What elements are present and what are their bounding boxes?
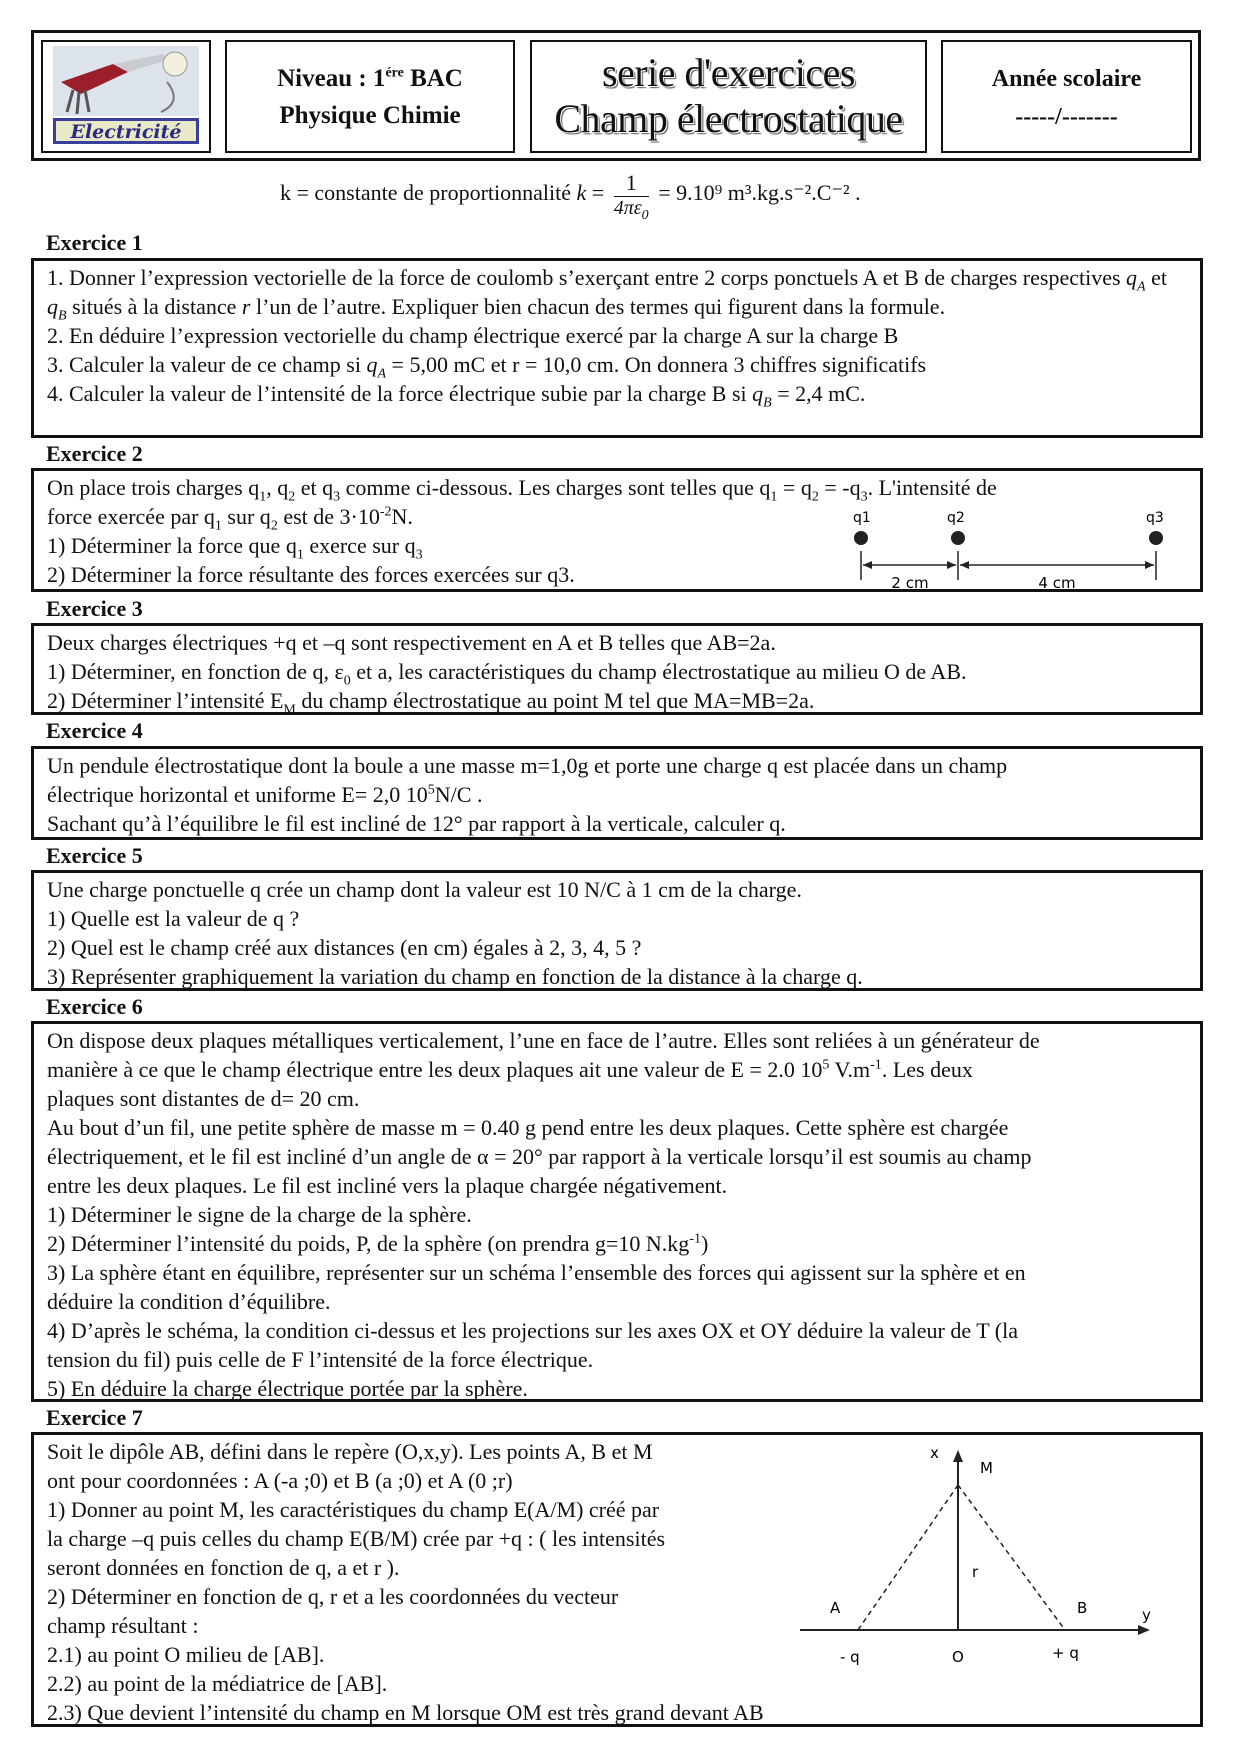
exercise-5-title: Exercice 5 [46,843,143,868]
fraction: $\frac{1}{4\pi\varepsilon_0}$ [613,170,649,223]
q2-label: q2 [947,510,965,526]
ex5-line-2: 1) Quelle est la valeur de q ? [47,906,300,931]
exercise-6-title: Exercice 6 [46,994,143,1019]
ex3-line-2: 1) Déterminer, en fonction de q, $\varepsilon_0$ et a, les caractéristiques du champ électrostatique au milieu O de AB. [47,659,967,689]
ex7-line-10: 2.3) Que devient l’intensité du champ en M lorsque OM est très grand devant AB [47,1700,764,1725]
school-year-value: -----/------- [1015,104,1118,130]
point-A-label: A [830,1599,841,1617]
ex6-line-6: entre les deux plaques. Le fil est incliné vers la plaque chargée négativement. [47,1173,728,1198]
ex6-line-12: tension du fil) puis celle de F l’intensité de la force électrique. [47,1347,594,1372]
segment-AM [858,1485,958,1630]
ex6-line-4: Au bout d’un fil, une petite sphère de masse m = 0.40 g pend entre les deux plaques. Cette sphère est chargée [47,1115,1009,1140]
ex7-line-1: Soit le dipôle AB, défini dans le repère (O,x,y). Les points A, B et M [47,1439,653,1464]
ex3-line-1: Deux charges électriques +q et –q sont respectivement en A et B telles que AB=2a. [47,630,776,655]
ex4-line-1: Un pendule électrostatique dont la boule a une masse m=1,0g et porte une charge q est placée dans un champ [47,753,1008,778]
ex6-line-5: électriquement, et le fil est incliné d’un angle de α = 20° par rapport à la verticale lorsqu’il est soumis au champ [47,1144,1032,1169]
q3-label: q3 [1146,510,1164,526]
ex2-line-4: 2) Déterminer la force résultante des forces exercées sur q3. [47,562,575,587]
ex4-line-3: Sachant qu’à l’équilibre le fil est incliné de 12° par rapport à la verticale, calculer q. [47,811,786,836]
ex6-line-7: 1) Déterminer le signe de la charge de la sphère. [47,1202,472,1227]
ex6-line-3: plaques sont distantes de d= 20 cm. [47,1086,360,1111]
exercise-3-title: Exercice 3 [46,596,143,621]
origin-O-label: O [952,1648,964,1666]
exercise-7-title: Exercice 7 [46,1405,143,1430]
x-axis-label: x [930,1444,939,1462]
ex1-line-1: 1. Donner l’expression vectorielle de la force de coulomb s’exerçant entre 2 corps ponctuels A et B de charges respectives $q_A$ et $q_B$ situés à la distance r l’un de l’autre. Expliquer bien chacun des termes qui figurent dans la formule. [47,265,1167,324]
header-frame [31,30,1201,161]
electricity-logo-image [43,42,209,151]
ex7-line-4: la charge –q puis celles du champ E(B/M) crée par +q : ( les intensités [47,1526,666,1551]
ex5-line-4: 3) Représenter graphiquement la variation du champ en fonction de la distance à la charge q. [47,964,863,989]
coulomb-constant-formula: k = constante de proportionnalité k = $\frac{1}{4\pi\varepsilon_0}$ = 9.10⁹ m³.kg.s⁻².C⁻² . [280,170,861,223]
school-year-cell [941,40,1192,153]
y-axis-label: y [1142,1606,1151,1624]
distance-label-1: 2 cm [891,574,929,592]
charge-q3 [1149,531,1163,545]
ex7-line-8: 2.1) au point O milieu de [AB]. [47,1642,325,1667]
ex6-line-8: 2) Déterminer l’intensité du poids, P, de la sphère (on prendra g=10 $N.kg^{-1}$) [47,1231,709,1256]
ex6-line-1: On dispose deux plaques métalliques verticalement, l’une en face de l’autre. Elles sont reliées à un générateur de [47,1028,1040,1053]
exercise-4-box [31,746,1203,840]
exercise-4-title: Exercice 4 [46,718,143,743]
serie-title: serie d'exercices [602,50,855,95]
ex1-line-4: 4. Calculer la valeur de l’intensité de la force électrique subie par la charge B si $q_B = 2,4$ mC. [47,381,866,411]
logo-cell [41,40,211,153]
ex7-line-6: 2) Déterminer en fonction de q, r et a les coordonnées du vecteur [47,1584,619,1609]
three-charges-figure [840,505,1180,593]
ex4-line-2: électrique horizontal et uniforme E= 2,0 $10^5N/C$ . [47,782,483,807]
charge-q1 [854,531,868,545]
ex6-line-2: manière à ce que le champ électrique entre les deux plaques ait une valeur de E = 2.0 $10^5$ $V.m^{-1}$. Les deux [47,1057,973,1082]
ex2-line-2: force exercée par $q_1$ sur $q_2$ est de $3\cdot 10^{-2}N$. [47,504,413,534]
logo-label: Electricité [70,121,182,143]
ex2-line-3: 1) Déterminer la force que $q_1$ exerce sur $q_3$ [47,533,423,563]
exercise-2-title: Exercice 2 [46,441,143,466]
charge-q2 [951,531,965,545]
ex1-line-3: 3. Calculer la valeur de ce champ si $q_A = 5,00$ mC et r = 10,0 cm. On donnera 3 chiffres significatifs [47,352,927,382]
ex7-line-7: champ résultant : [47,1613,199,1638]
chapter-title: Champ électrostatique [554,96,903,141]
ex5-line-1: Une charge ponctuelle q crée un champ dont la valeur est 10 N/C à 1 cm de la charge. [47,877,802,902]
ex7-line-3: 1) Donner au point M, les caractéristiques du champ E(A/M) créé par [47,1497,660,1522]
ex6-line-11: 4) D’après le schéma, la condition ci-dessus et les projections sur les axes OX et OY déduire la valeur de T (la [47,1318,1018,1343]
school-year-label: Année scolaire [991,66,1142,92]
ex7-line-9: 2.2) au point de la médiatrice de [AB]. [47,1671,388,1696]
ex5-line-3: 2) Quel est le champ créé aux distances (en cm) égales à 2, 3, 4, 5 ? [47,935,642,960]
r-label: r [972,1563,979,1581]
ex6-line-13: 5) En déduire la charge électrique portée par la sphère. [47,1376,528,1401]
plus-q-label: + q [1052,1644,1079,1662]
dipole-figure [780,1440,1180,1670]
exercise-5-box [31,870,1203,991]
ex6-line-10: déduire la condition d’équilibre. [47,1289,331,1314]
point-B-label: B [1077,1599,1088,1617]
ex6-line-9: 3) La sphère étant en équilibre, représenter sur un schéma l’ensemble des forces qui agissent sur la sphère et en [47,1260,1026,1285]
exercise-6-box [31,1021,1203,1402]
exercise-1-box [31,258,1203,438]
title-cell [530,40,927,153]
level-text: Niveau : $1^{ére}$ BAC [277,65,463,92]
subject-text: Physique Chimie [279,102,461,129]
q1-label: q1 [853,510,871,526]
point-M-label: M [980,1459,993,1477]
exercise-3-box [31,623,1203,718]
ex3-line-3: 2) Déterminer l’intensité $E_M$ du champ électrostatique au point M tel que MA=MB=2a. [47,688,815,718]
ex7-line-5: seront données en fonction de q, a et r ). [47,1555,400,1580]
segment-BM [958,1485,1065,1630]
ex7-line-2: ont pour coordonnées : A (-a ;0) et B (a ;0) et A (0 ;r) [47,1468,513,1493]
level-cell [225,40,515,153]
exercise-1-title: Exercice 1 [46,230,143,255]
ex1-line-2: 2. En déduire l’expression vectorielle du champ électrique exercé par la charge A sur la charge B [47,323,899,348]
minus-q-label: - q [840,1648,860,1666]
ex2-line-1: On place trois charges $q_1$, $q_2$ et $q_3$ comme ci-dessous. Les charges sont telles que $q_1 = q_2 = -q_3$. L'intensité de [47,475,997,505]
distance-label-2: 4 cm [1038,574,1076,592]
